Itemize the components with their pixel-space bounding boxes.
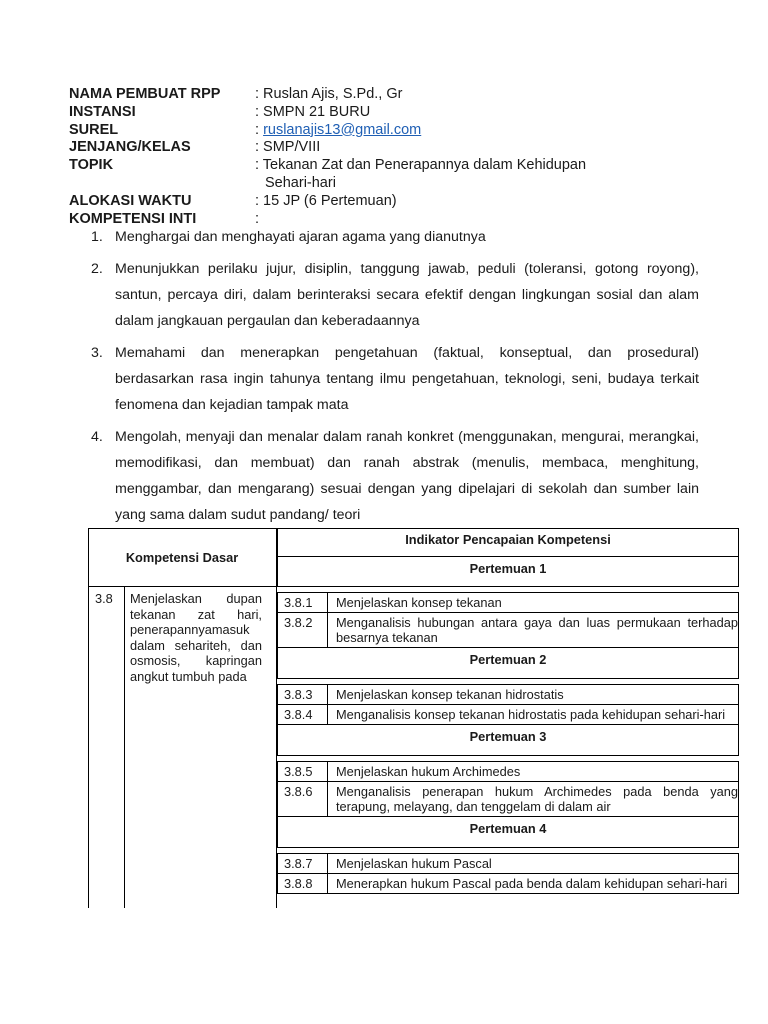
indicator-desc: Menganalisis hubungan antara gaya dan luas permukaan terhadap besarnya tekanan bbox=[336, 615, 738, 645]
header-key: JENJANG/KELAS bbox=[69, 139, 191, 156]
header-value-continued: Sehari-hari bbox=[265, 174, 336, 191]
table-border bbox=[88, 586, 277, 587]
basic-competence-text: Menjelaskan dupan tekanan zat hari, penerapannyamasuk dalam sehariteh, dan osmosis, kapringan angkut tumbuh pada bbox=[130, 591, 262, 684]
list-item bbox=[69, 340, 699, 418]
header-value: : Ruslan Ajis, S.Pd., Gr bbox=[255, 86, 403, 102]
header-key: TOPIK bbox=[69, 157, 114, 174]
header-key: ALOKASI WAKTU bbox=[69, 192, 192, 209]
table-row bbox=[277, 874, 739, 894]
meeting-header: Pertemuan 4 bbox=[277, 817, 739, 848]
header-key: KOMPETENSI INTI bbox=[69, 210, 197, 227]
core-competence-list bbox=[69, 224, 699, 534]
indicator-code: 3.8.2 bbox=[278, 613, 328, 647]
table-row bbox=[277, 782, 739, 817]
list-text: Memahami dan menerapkan pengetahuan (faktual, konseptual, dan prosedural) berdasarkan rasa ingin tahunya tentang ilmu pengetahuan, teknologi, seni, budaya terkait fenomena dan kejadian tampak mata bbox=[115, 345, 699, 413]
list-text: Mengolah, menyaji dan menalar dalam ranah konkret (menggunakan, mengurai, merangkai, memodifikasi, dan membuat) dan ranah abstrak (menulis, membaca, menghitung, menggambar, dan mengarang) sesuai dengan yang dipelajari di sekolah dan sumber lain yang sama dalam sudut pandang/ teori bbox=[115, 429, 699, 523]
header-value: : bbox=[255, 210, 260, 227]
indicator-code: 3.8.1 bbox=[278, 593, 328, 612]
indicator-code: 3.8.6 bbox=[278, 782, 328, 816]
list-number: 2. bbox=[91, 261, 103, 277]
indicator-code: 3.8.7 bbox=[278, 854, 328, 873]
header-row-topic bbox=[69, 157, 586, 193]
header-value: : Tekanan Zat dan Penerapannya dalam Kehidupan bbox=[255, 157, 587, 174]
indicator-code: 3.8.3 bbox=[278, 685, 328, 704]
list-text: Menghargai dan menghayati ajaran agama yang dianutnya bbox=[115, 229, 486, 245]
list-item bbox=[69, 224, 699, 250]
indicator-table bbox=[277, 528, 739, 894]
table-border bbox=[124, 586, 125, 908]
table-row bbox=[277, 592, 739, 613]
basic-competence-number: 3.8 bbox=[95, 591, 113, 606]
header-row-level bbox=[69, 139, 586, 157]
header-value: : 15 JP (6 Pertemuan) bbox=[255, 192, 397, 209]
header-value-prefix: : bbox=[255, 121, 264, 138]
indicator-code: 3.8.4 bbox=[278, 705, 328, 724]
table-border bbox=[88, 528, 277, 529]
meeting-header: Pertemuan 2 bbox=[277, 648, 739, 679]
table-row bbox=[277, 761, 739, 782]
indicator-desc: Menganalisis penerapan hukum Archimedes pada benda yang terapung, melayang, dan tenggelam di dalam air bbox=[336, 784, 738, 814]
indicator-desc: Menganalisis konsep tekanan hidrostatis pada kehidupan sehari-hari bbox=[336, 707, 726, 722]
table-row bbox=[277, 684, 739, 705]
list-item bbox=[69, 256, 699, 334]
header-value: : SMP/VIII bbox=[255, 139, 321, 156]
list-number: 1. bbox=[91, 229, 103, 245]
header-key: SUREL bbox=[69, 121, 119, 138]
header-row-time bbox=[69, 193, 586, 211]
header-row-email bbox=[69, 122, 586, 140]
indicator-desc: Menjelaskan konsep tekanan bbox=[336, 595, 502, 610]
list-number: 3. bbox=[91, 345, 103, 361]
indicator-code: 3.8.8 bbox=[278, 874, 328, 893]
indicator-header: Indikator Pencapaian Kompetensi bbox=[277, 528, 739, 557]
meeting-header: Pertemuan 3 bbox=[277, 725, 739, 756]
table-row bbox=[277, 613, 739, 648]
rpp-header bbox=[69, 86, 586, 228]
header-value: : SMPN 21 BURU bbox=[255, 103, 371, 120]
table-row bbox=[277, 853, 739, 874]
header-row-institution bbox=[69, 104, 586, 122]
indicator-code: 3.8.5 bbox=[278, 762, 328, 781]
list-text: Menunjukkan perilaku jujur, disiplin, tanggung jawab, peduli (toleransi, gotong royong), santun, percaya diri, dalam berinteraksi secara efektif dengan lingkungan sosial dan alam dalam jangkauan pergaulan dan keberadaannya bbox=[115, 261, 699, 329]
header-key: NAMA PEMBUAT RPP bbox=[69, 86, 221, 102]
header-key: INSTANSI bbox=[69, 103, 136, 120]
indicator-desc: Menerapkan hukum Pascal pada benda dalam kehidupan sehari-hari bbox=[336, 876, 728, 891]
basic-competence-header: Kompetensi Dasar bbox=[125, 550, 239, 565]
list-number: 4. bbox=[91, 429, 103, 445]
meeting-header: Pertemuan 1 bbox=[277, 557, 739, 587]
indicator-desc: Menjelaskan hukum Archimedes bbox=[336, 764, 521, 779]
table-row bbox=[277, 705, 739, 725]
table-border bbox=[88, 528, 89, 908]
email-link[interactable]: ruslanajis13@gmail.com bbox=[263, 121, 422, 138]
header-row-author bbox=[69, 86, 586, 104]
indicator-desc: Menjelaskan konsep tekanan hidrostatis bbox=[336, 687, 564, 702]
indicator-desc: Menjelaskan hukum Pascal bbox=[336, 856, 492, 871]
list-item bbox=[69, 424, 699, 528]
